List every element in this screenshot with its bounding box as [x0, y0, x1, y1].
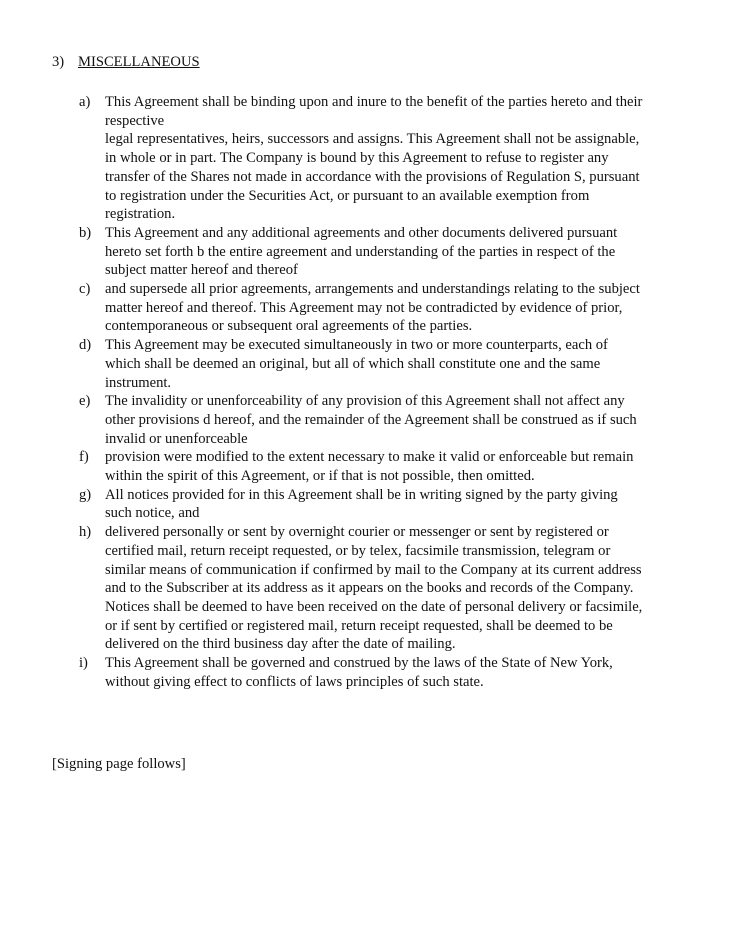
clause-marker: h): [79, 524, 92, 541]
clause-line: or if sent by certified or registered mail, return receipt requested, shall be deemed to be: [105, 617, 613, 634]
clause-line: which shall be deemed an original, but all of which shall constitute one and the same: [105, 355, 601, 372]
clause-line: This Agreement shall be binding upon and inure to the benefit of the parties hereto and their: [105, 94, 643, 110]
clause-line: matter hereof and thereof. This Agreement may not be contradicted by evidence of prior,: [105, 299, 623, 316]
clause-line: subject matter hereof and thereof: [105, 262, 298, 279]
clause-line: and supersede all prior agreements, arrangements and understandings relating to the subject: [105, 281, 640, 298]
clause-line: and to the Subscriber at its address as it appears on the books and records of the Company.: [105, 580, 634, 597]
clause-line: within the spirit of this Agreement, or if that is not possible, then omitted.: [105, 468, 535, 485]
clause-line: legal representatives, heirs, successors and assigns. This Agreement shall not be assignable,: [105, 131, 640, 148]
clause-line: transfer of the Shares not made in accordance with the provisions of Regulation S, pursuant: [105, 168, 640, 185]
clause-line: similar means of communication if confirmed by mail to the Company at its current address: [105, 561, 642, 578]
clause-text: [105, 448, 715, 485]
clause-line: This Agreement shall be governed and construed by the laws of the State of New York,: [105, 655, 613, 672]
clause-line: certified mail, return receipt requested, or by telex, facsimile transmission, telegram or: [105, 542, 611, 559]
clause-line: hereto set forth b the entire agreement and understanding of the parties in respect of the: [105, 243, 616, 260]
section-number: 3): [52, 54, 65, 70]
clause-marker: g): [79, 486, 92, 503]
clause-line: in whole or in part. The Company is bound by this Agreement to refuse to register any: [105, 150, 609, 167]
clause-line: invalid or unenforceable: [105, 430, 248, 447]
clause-line: provision were modified to the extent necessary to make it valid or enforceable but remain: [105, 449, 634, 466]
clause-item: [79, 448, 715, 485]
clause-line: respective: [105, 112, 165, 129]
clause-line: such notice, and: [105, 505, 200, 522]
signing-page-note: [Signing page follows]: [52, 756, 186, 772]
clause-item: [79, 486, 715, 523]
clause-item: [79, 280, 715, 336]
clause-line: to registration under the Securities Act, or pursuant to an available exemption from: [105, 187, 590, 204]
clause-item: [79, 224, 715, 280]
clause-line: delivered on the third business day after the date of mailing.: [105, 636, 456, 653]
clause-item: [79, 654, 715, 691]
clause-item: [79, 523, 715, 654]
section-title: MISCELLANEOUS: [78, 54, 200, 70]
clause-line: This Agreement may be executed simultaneously in two or more counterparts, each of: [105, 337, 608, 354]
clause-list: [79, 93, 715, 692]
clause-marker: a): [79, 94, 91, 110]
clause-marker: f): [79, 449, 89, 466]
clause-line: instrument.: [105, 374, 172, 391]
section-heading: [52, 53, 200, 72]
clause-item: [79, 392, 715, 448]
clause-item: [79, 336, 715, 392]
clause-text: [105, 654, 715, 691]
clause-line: without giving effect to conflicts of laws principles of such state.: [105, 673, 484, 690]
clause-text: [105, 224, 715, 280]
clause-line: Notices shall be deemed to have been received on the date of personal delivery or facsimile,: [105, 598, 643, 615]
clause-line: other provisions d hereof, and the remainder of the Agreement shall be construed as if such: [105, 411, 637, 428]
clause-line: registration.: [105, 206, 176, 223]
clause-marker: d): [79, 337, 92, 354]
clause-text: [105, 523, 715, 654]
clause-marker: c): [79, 281, 91, 298]
clause-line: contemporaneous or subsequent oral agreements of the parties.: [105, 318, 473, 335]
clause-marker: e): [79, 393, 91, 410]
clause-line: The invalidity or unenforceability of any provision of this Agreement shall not affect any: [105, 393, 625, 410]
clause-text: [105, 93, 715, 224]
clause-text: [105, 336, 715, 392]
clause-text: [105, 486, 715, 523]
clause-item: [79, 93, 715, 224]
clause-text: [105, 392, 715, 448]
clause-text: [105, 280, 715, 336]
clause-marker: b): [79, 224, 92, 241]
clause-line: delivered personally or sent by overnight courier or messenger or sent by registered or: [105, 524, 609, 541]
clause-line: This Agreement and any additional agreements and other documents delivered pursuant: [105, 224, 618, 241]
clause-line: All notices provided for in this Agreement shall be in writing signed by the party giving: [105, 486, 618, 503]
clause-marker: i): [79, 655, 88, 672]
